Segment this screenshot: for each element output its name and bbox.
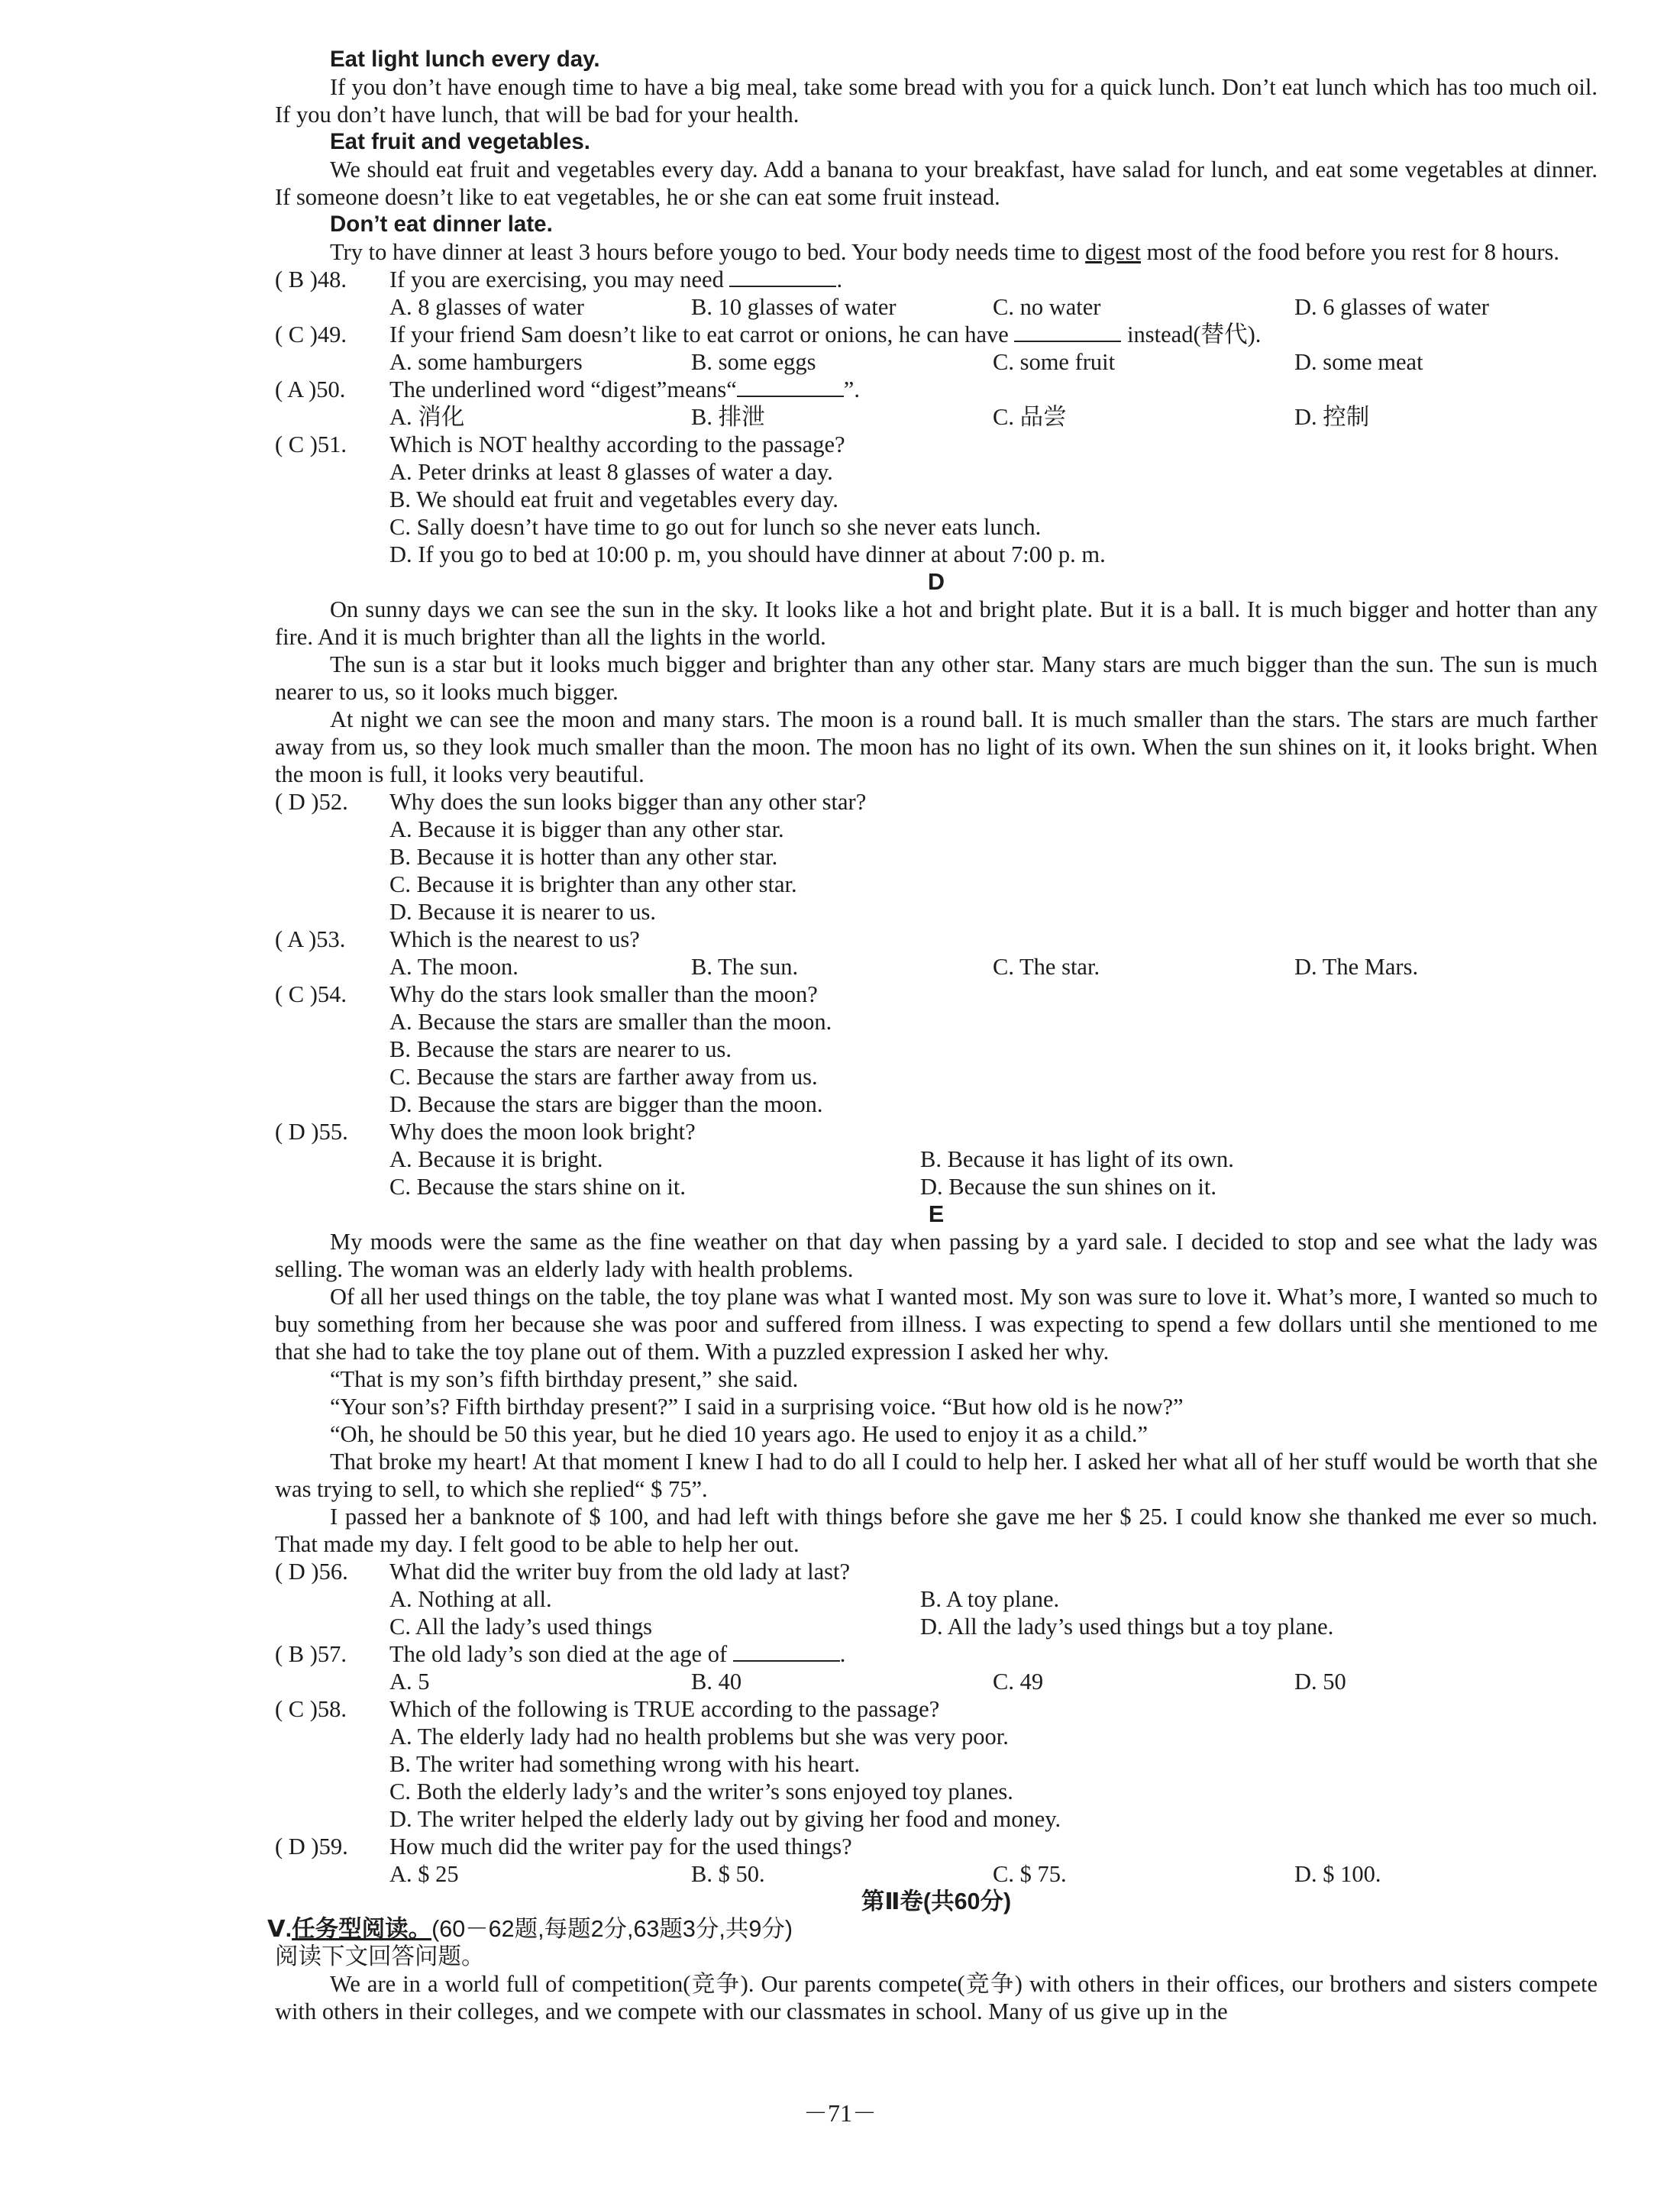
- question-stem: How much did the writer pay for the used things?: [389, 1834, 852, 1859]
- part-two-heading: 第Ⅱ卷(共60分): [861, 1889, 1012, 1914]
- answer-label: ( C )49.: [275, 321, 347, 347]
- section-number: Ⅴ.: [267, 1916, 292, 1942]
- section-title-d: D: [927, 569, 945, 595]
- option: D. 控制: [1294, 404, 1370, 430]
- option: A. Because the stars are smaller than the moon.: [389, 1009, 832, 1035]
- answer-blank: [1014, 321, 1121, 342]
- option: C. $ 75.: [993, 1861, 1067, 1887]
- question-stem: [389, 1640, 1598, 1668]
- options-50: [275, 403, 1598, 431]
- question-54: [275, 981, 1598, 1008]
- page-content: [267, 46, 1598, 2025]
- question-50: [275, 376, 1598, 403]
- answer-label: ( A )50.: [275, 376, 346, 402]
- answer-label: ( B )57.: [275, 1641, 347, 1667]
- section-title-e: E: [928, 1201, 945, 1227]
- option: C. 品尝: [993, 404, 1067, 430]
- options-56-row2: [275, 1613, 1598, 1640]
- question-59: [275, 1833, 1598, 1860]
- option: A. $ 25: [389, 1861, 459, 1887]
- section-points: (60－62题,每题2分,63题3分,共9分): [431, 1916, 793, 1942]
- option: B. Because it has light of its own.: [920, 1146, 1234, 1172]
- options-55-row1: [275, 1145, 1598, 1173]
- section-title: 任务型阅读。: [292, 1916, 432, 1942]
- question-48: [275, 266, 1598, 293]
- answer-label: ( D )56.: [275, 1559, 348, 1585]
- option: D. 50: [1294, 1669, 1346, 1695]
- text-fragment: .: [839, 1641, 846, 1667]
- option: D. Because the sun shines on it.: [920, 1174, 1216, 1200]
- option: A. The moon.: [389, 954, 519, 980]
- question-stem: Why does the sun looks bigger than any other star?: [389, 789, 867, 815]
- question-stem: What did the writer buy from the old lady at last?: [389, 1559, 851, 1585]
- question-57: [275, 1640, 1598, 1668]
- option: D. The Mars.: [1294, 954, 1419, 980]
- paragraph-e5: “Oh, he should be 50 this year, but he died 10 years ago. He used to enjoy it as a child.”: [330, 1421, 1149, 1447]
- option: A. Because it is bigger than any other star.: [389, 816, 784, 842]
- paragraph-fruit: We should eat fruit and vegetables every day. Add a banana to your breakfast, have salad for lunch, and eat some vegetables at dinner. If someone doesn’t like to eat vegetables, he or she can eat some fruit instead.: [275, 157, 1598, 210]
- option: B. A toy plane.: [920, 1586, 1060, 1612]
- option: B. The writer had something wrong with his heart.: [389, 1751, 861, 1777]
- option: B. $ 50.: [691, 1861, 765, 1887]
- option: C. Because the stars shine on it.: [389, 1174, 686, 1200]
- question-stem: [389, 321, 1598, 348]
- question-stem: [389, 376, 1598, 403]
- question-51: [275, 431, 1598, 458]
- text-fragment: If you are exercising, you may need: [389, 267, 730, 292]
- paragraph-e1: My moods were the same as the fine weather on that day when passing by a yard sale. I decided to stop and see what the lady was selling. The woman was an elderly lady with health problems.: [275, 1229, 1598, 1282]
- option: D. If you go to bed at 10:00 p. m, you should have dinner at about 7:00 p. m.: [389, 541, 1106, 567]
- section-instruction: 阅读下文回答问题。: [275, 1943, 485, 1969]
- option: B. 10 glasses of water: [691, 294, 897, 320]
- question-56: [275, 1558, 1598, 1585]
- option: C. The star.: [993, 954, 1100, 980]
- option: B. Because the stars are nearer to us.: [389, 1036, 732, 1062]
- paragraph-d2: The sun is a star but it looks much bigger and brighter than any other star. Many stars are much bigger than the sun. The sun is much nearer to us, so it looks much bigger.: [275, 651, 1598, 705]
- option: B. Because it is hotter than any other star.: [389, 844, 778, 870]
- option: D. $ 100.: [1294, 1861, 1381, 1887]
- option: A. 5: [389, 1669, 430, 1695]
- option: A. Nothing at all.: [389, 1586, 552, 1612]
- answer-label: ( C )54.: [275, 981, 347, 1007]
- question-49: [275, 321, 1598, 348]
- question-stem: Which is NOT healthy according to the passage?: [389, 431, 845, 457]
- option: D. some meat: [1294, 349, 1423, 375]
- answer-blank: [733, 1640, 840, 1662]
- question-55: [275, 1118, 1598, 1145]
- option: C. Because the stars are farther away from us.: [389, 1064, 818, 1090]
- page-number: －71－: [803, 2099, 877, 2127]
- paragraph-lunch: If you don’t have enough time to have a big meal, take some bread with you for a quick lunch. Don’t eat lunch which has too much oil. If you don’t have lunch, that will be bad for your health.: [275, 74, 1598, 128]
- option: D. Because it is nearer to us.: [389, 899, 656, 925]
- question-stem: [389, 266, 1598, 293]
- options-56-row1: [275, 1585, 1598, 1613]
- option: A. Peter drinks at least 8 glasses of water a day.: [389, 459, 833, 485]
- options-57: [275, 1668, 1598, 1695]
- options-53: [275, 953, 1598, 981]
- heading-lunch: Eat light lunch every day.: [330, 47, 600, 72]
- answer-label: ( C )58.: [275, 1696, 347, 1722]
- answer-label: ( D )59.: [275, 1834, 348, 1859]
- question-52: [275, 788, 1598, 816]
- question-stem: Why do the stars look smaller than the moon?: [389, 981, 818, 1007]
- question-53: [275, 926, 1598, 953]
- answer-label: ( B )48.: [275, 267, 347, 292]
- text-fragment: ”.: [843, 376, 860, 402]
- option: B. 40: [691, 1669, 742, 1695]
- answer-label: ( A )53.: [275, 926, 346, 952]
- paragraph-dinner: [275, 238, 1598, 266]
- option: B. We should eat fruit and vegetables every day.: [389, 486, 838, 512]
- option: D. All the lady’s used things but a toy plane.: [920, 1614, 1334, 1640]
- section-five-heading: [267, 1915, 1598, 1943]
- option: C. 49: [993, 1669, 1044, 1695]
- answer-label: ( C )51.: [275, 431, 347, 457]
- question-58: [275, 1695, 1598, 1723]
- option: A. 8 glasses of water: [389, 294, 584, 320]
- option: C. no water: [993, 294, 1101, 320]
- heading-fruit: Eat fruit and vegetables.: [330, 129, 590, 154]
- option: A. 消化: [389, 404, 465, 430]
- paragraph-d1: On sunny days we can see the sun in the sky. It looks like a hot and bright plate. But it is a ball. It is much bigger and hotter than any fire. And it is much brighter than all the lights in the world.: [275, 596, 1598, 650]
- paragraph-e6: That broke my heart! At that moment I knew I had to do all I could to help her. I asked her what all of her stuff would be worth that she was trying to sell, to which she replied“ $ 75”.: [275, 1449, 1598, 1502]
- text-fragment: instead(替代).: [1121, 321, 1262, 347]
- option: C. All the lady’s used things: [389, 1614, 652, 1640]
- heading-dinner: Don’t eat dinner late.: [330, 212, 553, 237]
- options-48: [275, 293, 1598, 321]
- answer-blank: [729, 266, 836, 287]
- paragraph-e4: “Your son’s? Fifth birthday present?” I said in a surprising voice. “But how old is he now?”: [330, 1394, 1184, 1420]
- paragraph-e7: I passed her a banknote of $ 100, and had left with things before she gave me her $ 25. I could know she thanked me ever so much. That made my day. I felt good to be able to help her out.: [275, 1504, 1598, 1557]
- answer-blank: [737, 376, 844, 397]
- option: C. Sally doesn’t have time to go out for lunch so she never eats lunch.: [389, 514, 1042, 540]
- option: A. The elderly lady had no health problems but she was very poor.: [389, 1724, 1009, 1750]
- option: A. some hamburgers: [389, 349, 583, 375]
- option: B. 排泄: [691, 404, 765, 430]
- option: C. Both the elderly lady’s and the writer’s sons enjoyed toy planes.: [389, 1779, 1013, 1805]
- question-stem: Why does the moon look bright?: [389, 1119, 696, 1145]
- question-stem: Which is the nearest to us?: [389, 926, 640, 952]
- paragraph-e2: Of all her used things on the table, the toy plane was what I wanted most. My son was sure to love it. What’s more, I wanted so much to buy something from her because she was poor and suffered from illness. I was expecting to spend a few dollars until she mentioned to me that she had to take the toy plane out of them. With a puzzled expression I asked her why.: [275, 1284, 1598, 1365]
- option: D. The writer helped the elderly lady out by giving her food and money.: [389, 1806, 1061, 1832]
- text-fragment: The old lady’s son died at the age of: [389, 1641, 733, 1667]
- option: C. Because it is brighter than any other star.: [389, 871, 797, 897]
- options-55-row2: [275, 1173, 1598, 1200]
- answer-label: ( D )52.: [275, 789, 348, 815]
- option: C. some fruit: [993, 349, 1116, 375]
- option: B. some eggs: [691, 349, 816, 375]
- question-stem: Which of the following is TRUE according to the passage?: [389, 1696, 940, 1722]
- text-fragment: Try to have dinner at least 3 hours before yougo to bed. Your body needs time to: [330, 239, 1086, 265]
- text-fragment: .: [836, 267, 843, 292]
- paragraph-e3: “That is my son’s fifth birthday present,” she said.: [330, 1366, 799, 1392]
- option: B. The sun.: [691, 954, 799, 980]
- paragraph-competition: We are in a world full of competition(竞争). Our parents compete(竞争) with others in their offices, our brothers and sisters compete with others in their colleges, and we compete with our classmates in school. Many of us give up in the: [275, 1971, 1598, 2024]
- option: A. Because it is bright.: [389, 1146, 603, 1172]
- option: D. 6 glasses of water: [1294, 294, 1489, 320]
- options-49: [275, 348, 1598, 376]
- text-fragment: The underlined word “digest”means“: [389, 376, 737, 402]
- text-fragment: If your friend Sam doesn’t like to eat carrot or onions, he can have: [389, 321, 1015, 347]
- options-59: [275, 1860, 1598, 1888]
- option: D. Because the stars are bigger than the moon.: [389, 1091, 823, 1117]
- underlined-word: digest: [1085, 239, 1141, 265]
- paragraph-d3: At night we can see the moon and many stars. The moon is a round ball. It is much smaller than the stars. The stars are much farther away from us, so they look much smaller than the moon. The moon has no light of its own. When the sun shines on it, it looks bright. When the moon is full, it looks very beautiful.: [275, 706, 1598, 787]
- text-fragment: most of the food before you rest for 8 hours.: [1141, 239, 1560, 265]
- answer-label: ( D )55.: [275, 1119, 348, 1145]
